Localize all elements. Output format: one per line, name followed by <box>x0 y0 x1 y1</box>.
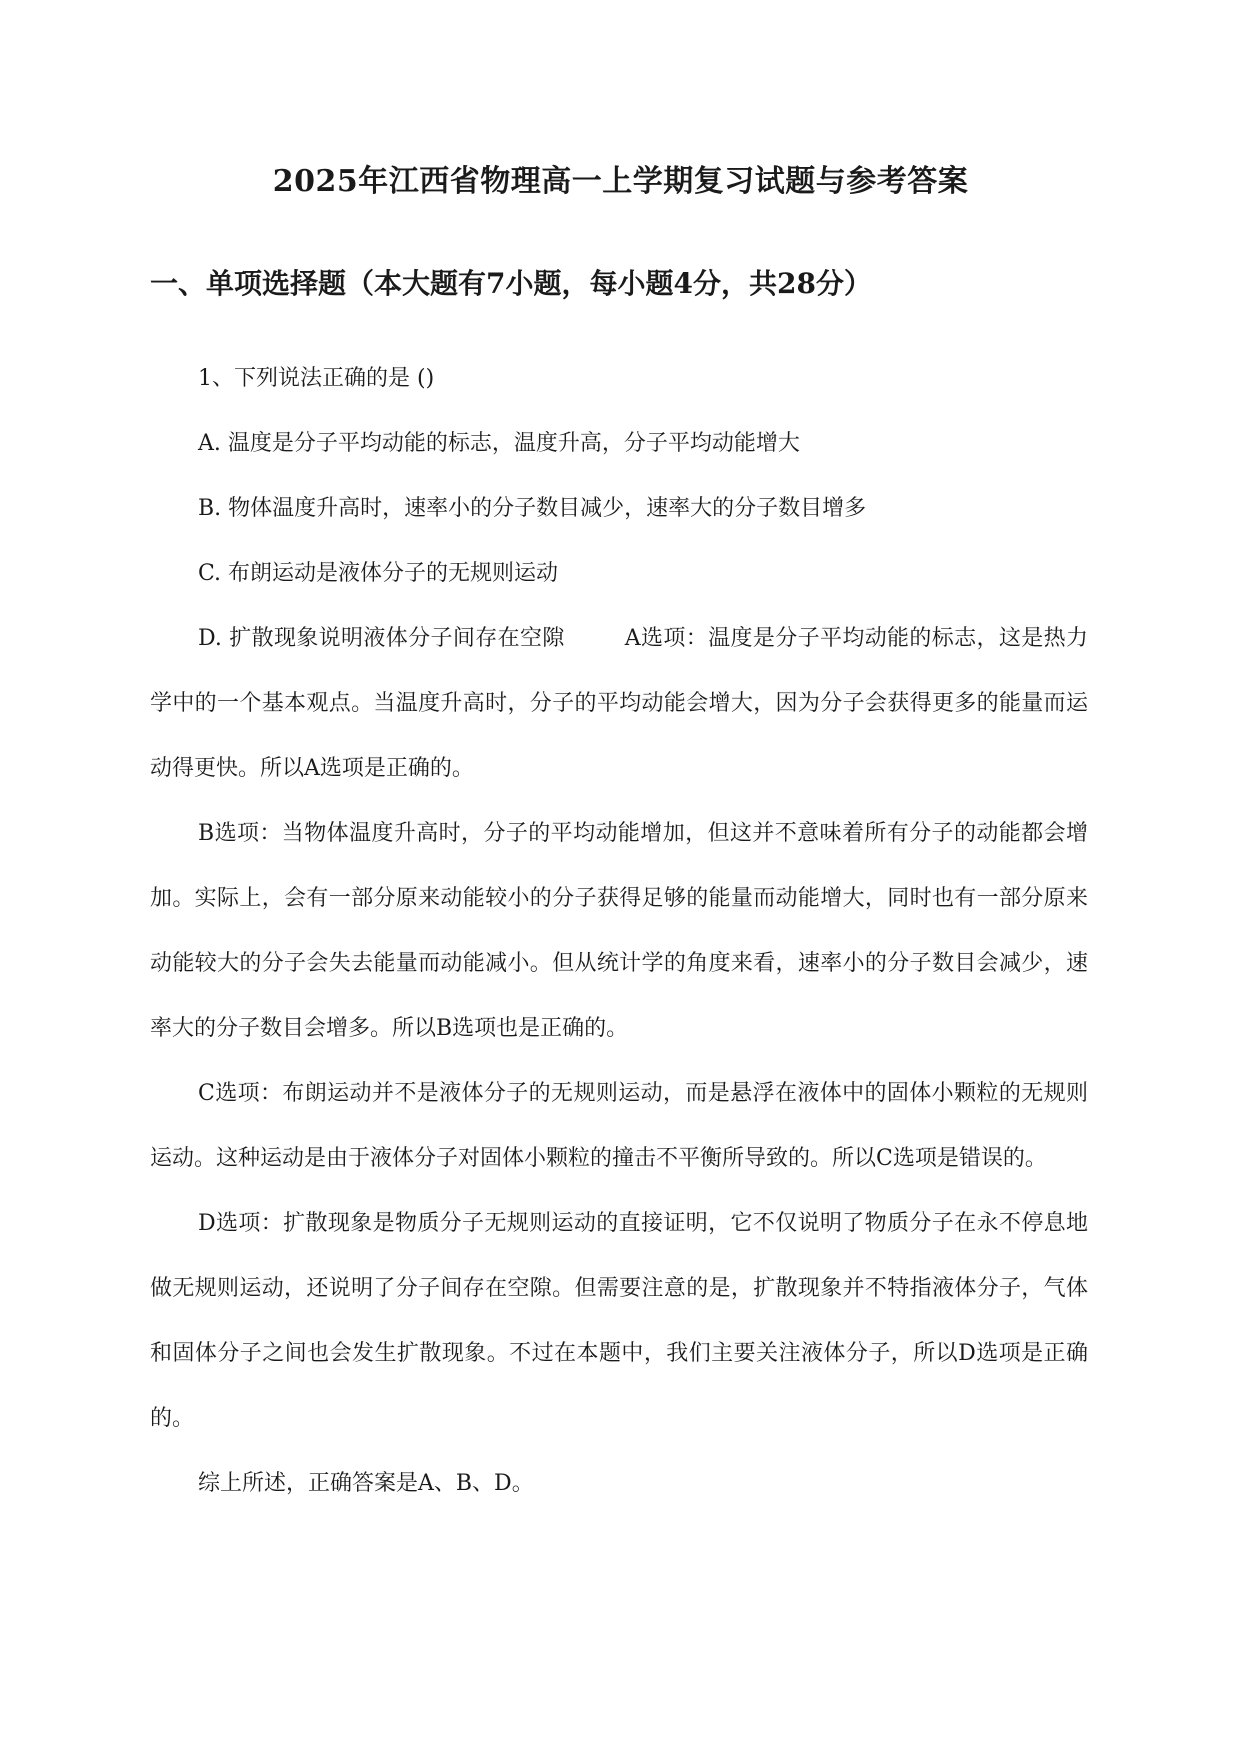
option-c: C. 布朗运动是液体分子的无规则运动 <box>198 561 559 586</box>
question-1-block <box>150 346 1088 1516</box>
option-b: B. 物体温度升高时，速率小的分子数目减少，速率大的分子数目增多 <box>198 496 867 521</box>
section-heading: 一、单项选择题（本大题有7小题，每小题4分，共28分） <box>150 267 872 300</box>
analysis-c: C选项：布朗运动并不是液体分子的无规则运动，而是悬浮在液体中的固体小颗粒的无规则运动。这种运动是由于液体分子对固体小颗粒的撞击不平衡所导致的。所以C选项是错误的。 <box>150 1081 1088 1171</box>
analysis-a: A选项：温度是分子平均动能的标志，这是热力学中的一个基本观点。当温度升高时，分子的平均动能会增大，因为分子会获得更多的能量而运动得更快。所以A选项是正确的。 <box>150 626 1089 781</box>
question-stem: 1、下列说法正确的是 () <box>198 366 435 391</box>
option-a: A. 温度是分子平均动能的标志，温度升高，分子平均动能增大 <box>198 431 800 456</box>
option-d: D. 扩散现象说明液体分子间存在空隙 <box>198 626 565 651</box>
document-title: 2025年江西省物理高一上学期复习试题与参考答案 <box>272 164 969 199</box>
conclusion: 综上所述，正确答案是A、B、D。 <box>198 1471 534 1496</box>
option-d-and-analysis-a <box>150 606 1088 801</box>
analysis-d: D选项：扩散现象是物质分子无规则运动的直接证明，它不仅说明了物质分子在永不停息地做无规则运动，还说明了分子间存在空隙。但需要注意的是，扩散现象并不特指液体分子，气体和固体分子之间也会发生扩散现象。不过在本题中，我们主要关注液体分子，所以D选项是正确的。 <box>150 1211 1088 1431</box>
analysis-b: B选项：当物体温度升高时，分子的平均动能增加，但这并不意味着所有分子的动能都会增加。实际上，会有一部分原来动能较小的分子获得足够的能量而动能增大，同时也有一部分原来动能较大的分子会失去能量而动能减小。但从统计学的角度来看，速率小的分子数目会减少，速率大的分子数目会增多。所以B选项也是正确的。 <box>150 821 1088 1041</box>
